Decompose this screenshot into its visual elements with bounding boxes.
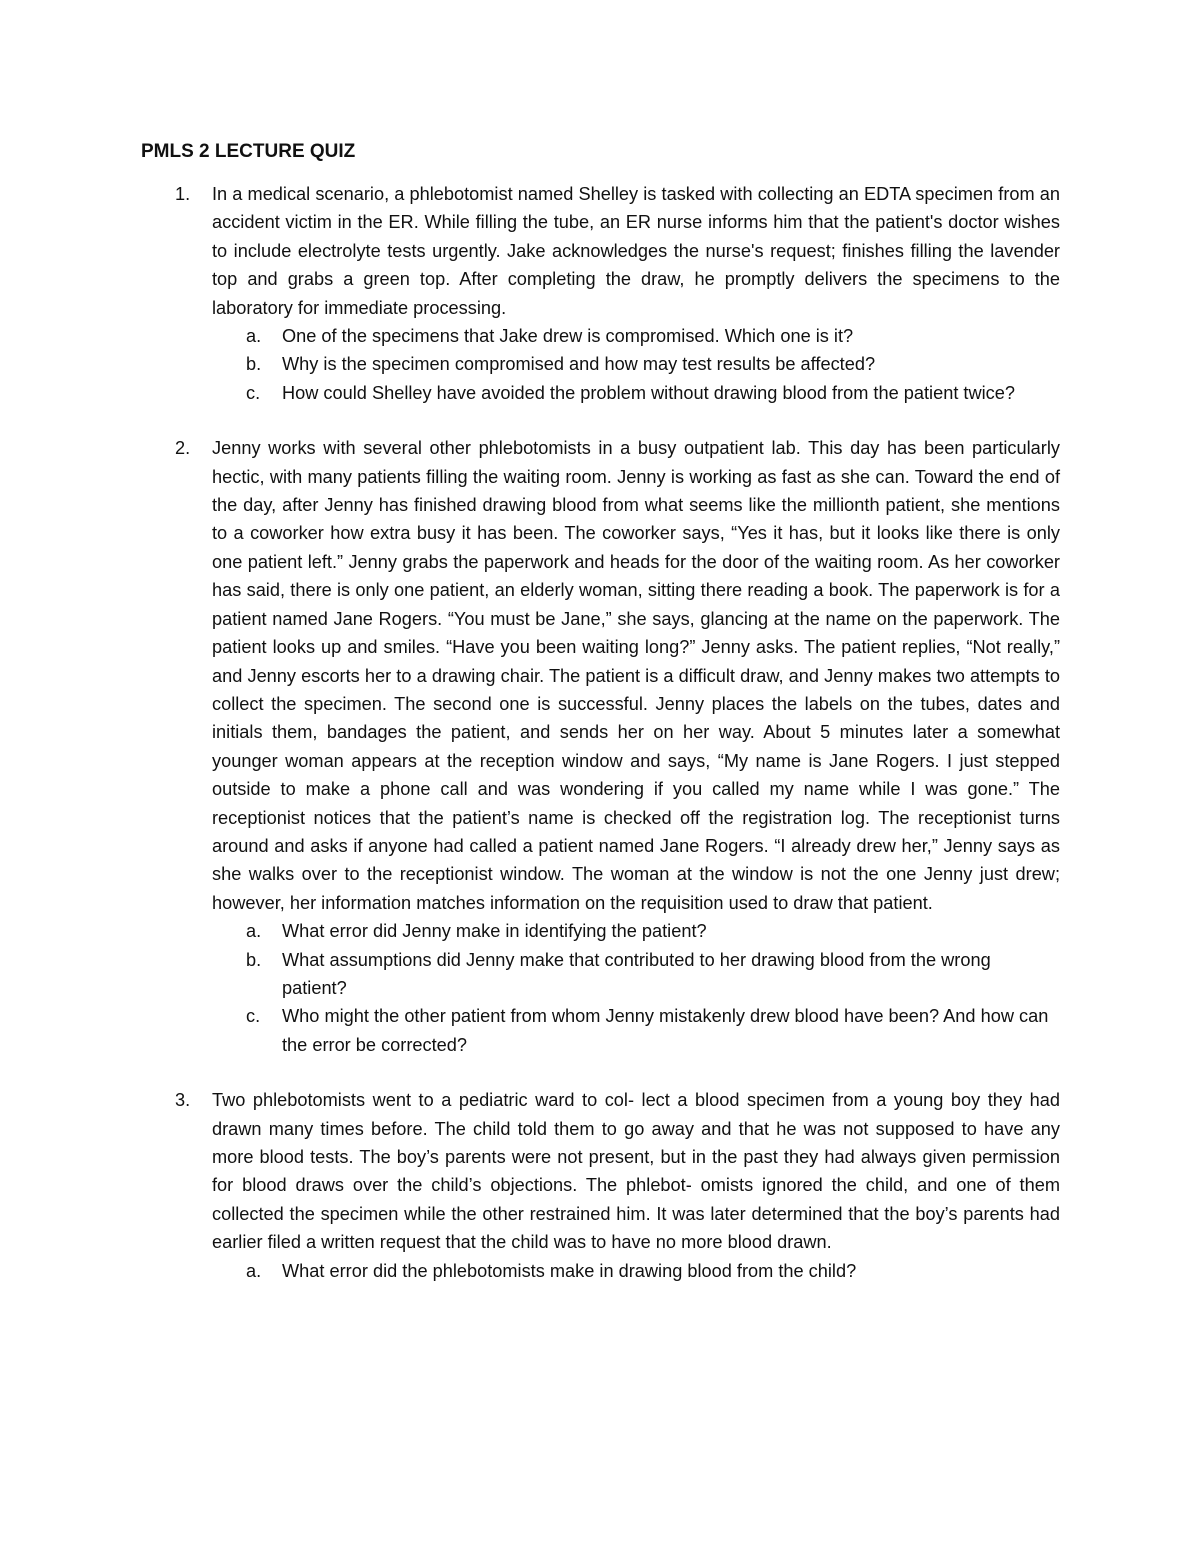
sub-question-text: One of the specimens that Jake drew is compromised. Which one is it? [282, 326, 854, 347]
sub-question-letter: a. [246, 1260, 262, 1281]
sub-question-text: What error did the phlebotomists make in drawing blood from the child? [282, 1260, 857, 1281]
sub-question-list [212, 322, 1060, 407]
sub-question [212, 1257, 1060, 1285]
sub-question-text: Why is the specimen compromised and how may test results be affected? [282, 354, 876, 375]
question-3 [141, 1086, 1060, 1285]
question-number: 2. [175, 438, 191, 459]
sub-question-letter: c. [246, 1006, 261, 1027]
question-text: Two phlebotomists went to a pediatric ward to col- lect a blood specimen from a young boy they had drawn many times before. The child told them to go away and that he was not supposed to have any more blood tests. The boy’s parents were not present, but in the past they had always given permission for blood draws over the child’s objections. The phlebot- omists ignored the child, and one of them collected the specimen while the other restrained him. It was later determined that the boy’s parents had earlier filed a written request that the child was to have no more blood drawn. [212, 1090, 1060, 1253]
sub-question-letter: a. [246, 326, 262, 347]
sub-question-letter: b. [246, 949, 262, 970]
quiz-title: PMLS 2 LECTURE QUIZ [141, 141, 356, 162]
sub-question-text: What assumptions did Jenny make that contributed to her drawing blood from the wrong patient? [282, 949, 991, 998]
question-number: 3. [175, 1090, 191, 1111]
sub-question-list [212, 917, 1060, 1059]
sub-question-letter: a. [246, 921, 262, 942]
sub-question-text: Who might the other patient from whom Jenny mistakenly drew blood have been? And how can the error be corrected? [282, 1006, 1049, 1055]
sub-question-letter: b. [246, 354, 262, 375]
sub-question [212, 350, 1060, 378]
question-text: Jenny works with several other phlebotomists in a busy outpatient lab. This day has been particularly hectic, with many patients filling the waiting room. Jenny is working as fast as she can. Toward the end of the day, after Jenny has finished drawing blood from what seems like the millionth patient, she mentions to a coworker how extra busy it has been. The coworker says, “Yes it has, but it looks like there is only one patient left.” Jenny grabs the paperwork and heads for the door of the waiting room. As her coworker has said, there is only one patient, an elderly woman, sitting there reading a book. The paperwork is for a patient named Jane Rogers. “You must be Jane,” she says, glancing at the name on the paperwork. The patient looks up and smiles. “Have you been waiting long?” Jenny asks. The patient replies, “Not really,” and Jenny escorts her to a drawing chair. The patient is a difficult draw, and Jenny makes two attempts to collect the specimen. The second one is successful. Jenny places the labels on the tubes, dates and initials them, bandages the patient, and sends her on her way. About 5 minutes later a somewhat younger woman appears at the reception window and says, “My name is Jane Rogers. I just stepped outside to make a phone call and was wondering if you called my name while I was gone.” The receptionist notices that the patient’s name is checked off the registration log. The receptionist turns around and asks if anyone had called a patient named Jane Rogers. “I already drew her,” Jenny says as she walks over to the receptionist window. The woman at the window is not the one Jenny just drew; however, her information matches information on the requisition used to draw that patient. [212, 438, 1060, 913]
question-2 [141, 434, 1060, 1059]
sub-question-list [212, 1257, 1060, 1285]
question-1 [141, 180, 1060, 407]
sub-question-letter: c. [246, 382, 261, 403]
sub-question [212, 917, 1060, 945]
question-number: 1. [175, 184, 191, 204]
question-text: In a medical scenario, a phlebotomist named Shelley is tasked with collecting an EDTA specimen from an accident victim in the ER. While filling the tube, an ER nurse informs him that the patient's doctor wishes to include electrolyte tests urgently. Jake acknowledges the nurse's request; finishes filling the lavender top and grabs a green top. After completing the draw, he promptly delivers the specimens to the laboratory for immediate processing. [212, 184, 1060, 318]
sub-question [212, 1002, 1060, 1059]
sub-question [212, 946, 1060, 1003]
sub-question [212, 322, 1060, 350]
sub-question-text: What error did Jenny make in identifying the patient? [282, 921, 707, 942]
sub-question [212, 379, 1060, 407]
sub-question-text: How could Shelley have avoided the problem without drawing blood from the patient twice? [282, 382, 1015, 403]
